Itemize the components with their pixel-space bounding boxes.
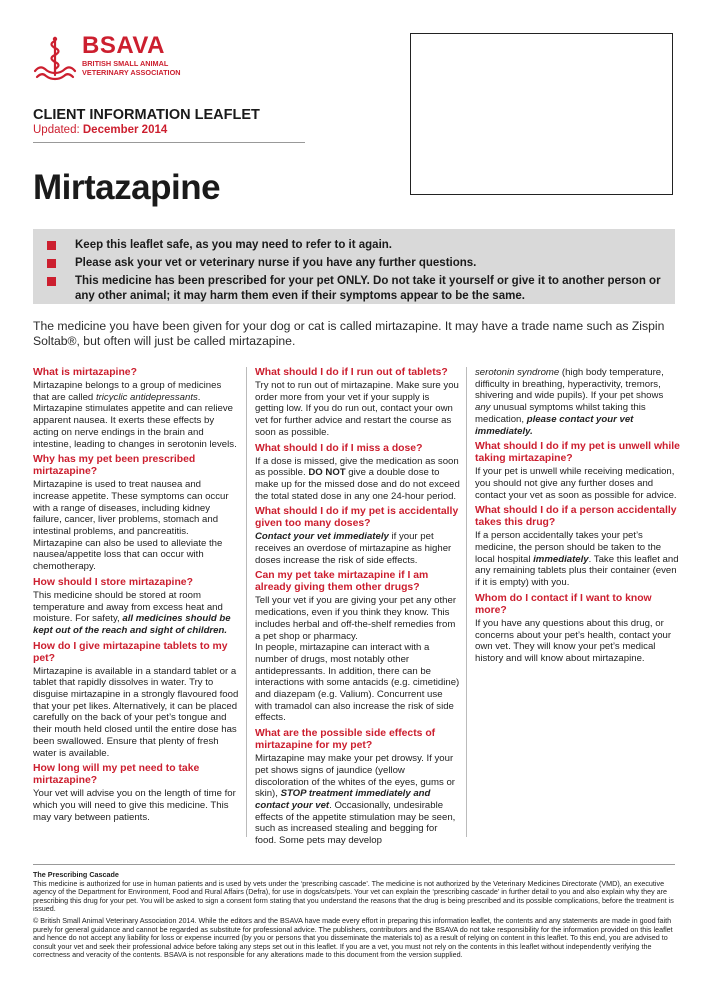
section-body: Try not to run out of mirtazapine. Make sure you order more from your vet if your supply is getting low. If you do run out, contact your own vet for further advice and restart the course as soon as possible. [255, 380, 459, 438]
section-body: Mirtazapine is available in a standard tablet or a tablet that rapidly dissolves in water. Try to disguise mirtazapine in a strongly flavoured food that your pet likes. Alternatively, it can be placed carefully on the back of your pet’s tongue and their mouth held closed until the entire dose has been swallowed. Ensure that plenty of fresh water is available. [33, 665, 239, 759]
section-body: If a dose is missed, give the medication as soon as possible. DO NOT give a double dose to make up for the missed dose and do not exceed the total stated dose in any one 24-hour period. [255, 455, 460, 502]
red-square-bullet-icon [47, 241, 56, 250]
section-heading: What are the possible side effects of mirtazapine for my pet? [255, 728, 436, 752]
cascade-text: This medicine is authorized for use in human patients and is used by vets under the ‘prescribing cascade’. The medicine is not authorized by the Veterinary Medicines Directorate (VMD), an executive agency of the Department for Environment, Food and Rural Affairs (Defra), for use in dogs/cats/pets. Your vet can explain the ‘prescribing cascade’ in further detail to you and also explain why they are prescribing this drug for your pet. You will be asked to sign a consent form stating that you understand the reasons that the drug is being prescribed and its possible complications, before the treatment is issued. [33, 878, 674, 914]
section-heading: How do I give mirtazapine tablets to my pet? [33, 640, 228, 664]
section-body-continued: serotonin syndrome (high body temperature, difficulty in breathing, hyperactivity, tremors, shivering and wide pupils). If your pet shows any unusual symptoms whilst taking this medication, please contact your vet immediately. [475, 367, 664, 437]
updated-date: December 2014 [82, 124, 168, 136]
section-body: Contact your vet immediately if your pet receives an overdose of mirtazapine as higher doses increase the risk of side effects. [255, 531, 452, 566]
column-1 [33, 367, 239, 827]
section-body: Mirtazapine is used to treat nausea and increase appetite. These symptoms can occur with a range of diseases, including kidney failure, cancer, liver problems, stomach and intestinal problems, and pancreatitis. Mirtazapine can also be used to alleviate the nausea/appetite loss that can occur with chemotherapy. [33, 479, 229, 573]
logo-wordmark: BSAVA [82, 32, 165, 59]
rod-of-asclepius-icon [33, 35, 77, 81]
section-body: Mirtazapine may make your pet drowsy. If your pet shows signs of jaundice (yellow discoloration of the whites of the eyes, gums or skin), STOP treatment immediately and contact your vet. Occasionally, undesirable effects of the appetite stimulation may be seen, such as increased stealing and begging for food. Some pets may develop [255, 753, 456, 847]
section-heading: What should I do if I miss a dose? [255, 442, 423, 454]
column-2 [255, 367, 460, 851]
section-heading: How long will my pet need to take mirtazapine? [33, 763, 200, 787]
section-heading: Whom do I contact if I want to know more? [475, 592, 652, 616]
updated-line: Updated: December 2014 [33, 124, 168, 136]
cascade-heading: The Prescribing Cascade [33, 870, 119, 879]
footer [33, 871, 678, 963]
bsava-logo [33, 33, 233, 83]
intro-paragraph: The medicine you have been given for your dog or cat is called mirtazapine. It may have a trade name such as Zispin Soltab®, but often will just be called mirtazapine. [33, 319, 665, 348]
warning-box: Keep this leaflet safe, as you may need to refer to it again. Please ask your vet or veterinary nurse if you have any further questions. This medicine has been prescribed for your pet ONLY. Do not take it yourself or give it to another person or any other animal; it may harm them even if their symptoms appear to be the same. [33, 229, 675, 304]
section-body: Mirtazapine belongs to a group of medicines that are called tricyclic antidepressants. Mirtazapine stimulates appetite and can relieve apparent nausea. It exerts these effects by acting on nerve endings in the brain and intestine, leading to changes in serotonin levels. [33, 380, 237, 450]
logo-subtitle: BRITISH SMALL ANIMAL VETERINARY ASSOCIATION [82, 59, 181, 77]
section-body: This medicine should be stored at room temperature and away from excess heat and moisture. For safety, all medicines should be kept out of the reach and sight of children. [33, 589, 231, 636]
section-body: If your pet is unwell while receiving medication, you should not give any further doses and contact your vet as soon as possible for advice. [475, 466, 677, 501]
footer-divider [33, 864, 675, 865]
leaflet-title: CLIENT INFORMATION LEAFLET [33, 107, 260, 123]
section-body: Your vet will advise you on the length of time for which you will need to give this medicine. This may vary between patients. [33, 788, 236, 823]
section-heading: What is mirtazapine? [33, 367, 137, 378]
red-square-bullet-icon [47, 277, 56, 286]
copyright-text: © British Small Animal Veterinary Association 2014. While the editors and the BSAVA have made every effort in preparing this information leaflet, the contents and any statements are made in good faith purely for general guidance and cannot be regarded as substitute for professional advice. The publishers, contributors and the BSAVA do not take responsibility for the information provided on this leaflet and hence do not accept any liability for loss or expense incurred (by you or persons that you disseminate the materials to) as a result of relying on content in this leaflet. To this end, you are advised to consult your vet and seek their professional advice before taking any steps set out in this leaflet. If you are a vet, you must not rely on the contents in this leaflet without independently verifying the correctness and veracity of the contents. BSAVA is not responsible for any alterations made to this document from the version supplied. [33, 915, 673, 960]
section-heading: What should I do if I run out of tablets? [255, 367, 448, 378]
title-divider [33, 142, 305, 143]
column-divider [466, 367, 467, 837]
section-heading: What should I do if my pet is accidentally given too many doses? [255, 506, 459, 530]
drug-name-title: Mirtazapine [33, 168, 221, 207]
column-3 [475, 367, 680, 669]
section-body: If you have any questions about this drug, or concerns about your pet’s health, contact your own vet. They will know your pet’s medical history and will know about mirtazapine. [475, 617, 672, 664]
column-divider [246, 367, 247, 837]
section-heading: What should I do if a person accidentally takes this drug? [475, 505, 677, 529]
section-heading: Can my pet take mirtazapine if I am already giving them other drugs? [255, 570, 429, 594]
section-body: Tell your vet if you are giving your pet any other medications, even if you think they know. This includes herbal and off-the-shelf remedies from a pet shop or pharmacy. In people, mirtazapine can interact with a number of drugs, most notably other antidepressants. In addition, there can be interactions with some antacids (e.g. cimetidine) and diazepam (e.g. Valium). Concurrent use with tramadol can also increase the risk of side effects. [255, 595, 460, 724]
red-square-bullet-icon [47, 259, 56, 268]
section-body: If a person accidentally takes your pet’s medicine, the person should be taken to the local hospital immediately. Take this leaflet and any remaining tablets plus their container (even if it is empty) with you. [475, 530, 679, 589]
vet-practice-stamp-box [410, 33, 673, 195]
section-heading: Why has my pet been prescribed mirtazapine? [33, 454, 196, 478]
section-heading: How should I store mirtazapine? [33, 576, 193, 588]
section-heading: What should I do if my pet is unwell while taking mirtazapine? [475, 441, 680, 465]
